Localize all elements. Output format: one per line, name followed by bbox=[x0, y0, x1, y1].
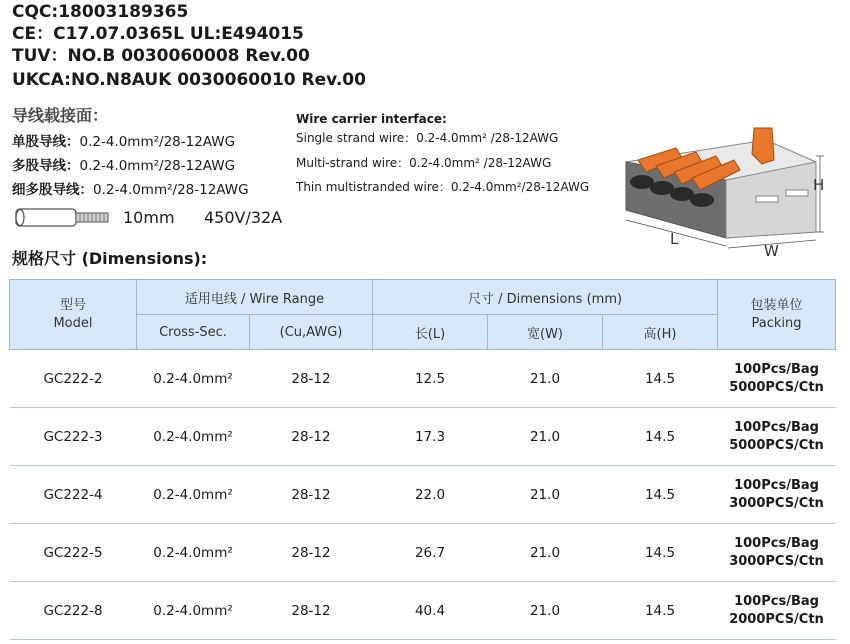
spec-en-multi: Multi-strand wire：0.2-4.0mm² /28-12AWG bbox=[296, 156, 552, 170]
cell-height: 14.5 bbox=[603, 524, 718, 582]
cell-width: 21.0 bbox=[488, 524, 603, 582]
cert-tuv: TUV：NO.B 0030060008 Rev.00 bbox=[12, 46, 310, 66]
spec-cn-value: 0.2-4.0mm²/28-12AWG bbox=[79, 158, 236, 174]
dimensions-title: 规格尺寸 (Dimensions): bbox=[12, 249, 208, 268]
table-row bbox=[10, 466, 836, 524]
spec-cn-label: 多股导线： bbox=[12, 158, 80, 174]
cell-cross-sec: 0.2-4.0mm² bbox=[137, 582, 250, 640]
packing-carton: 2000PCS/Ctn bbox=[729, 611, 824, 627]
header-model bbox=[10, 280, 137, 350]
stripped-wire-icon bbox=[14, 204, 114, 232]
cell-length: 12.5 bbox=[373, 350, 488, 408]
dim-l-label: L bbox=[670, 230, 679, 248]
table-row bbox=[10, 350, 836, 408]
wire-interface-title-en: Wire carrier interface: bbox=[296, 112, 447, 126]
cell-length: 26.7 bbox=[373, 524, 488, 582]
header-cu-awg: (Cu,AWG) bbox=[250, 315, 373, 350]
spec-cn-thin bbox=[12, 178, 249, 198]
cell-width: 21.0 bbox=[488, 408, 603, 466]
header-cross-sec: Cross-Sec. bbox=[137, 315, 250, 350]
dimensions-table bbox=[9, 279, 836, 640]
packing-carton: 5000PCS/Ctn bbox=[729, 437, 824, 453]
cert-cqc: CQC:18003189365 bbox=[12, 2, 189, 22]
table-row bbox=[10, 582, 836, 640]
cell-width: 21.0 bbox=[488, 582, 603, 640]
spec-cn-label: 单股导线： bbox=[12, 134, 80, 150]
cell-model: GC222-2 bbox=[10, 350, 137, 408]
header-model-cn: 型号 bbox=[59, 297, 86, 313]
spec-cn-multi bbox=[12, 154, 235, 174]
cell-cross-sec: 0.2-4.0mm² bbox=[137, 524, 250, 582]
cell-model: GC222-4 bbox=[10, 466, 137, 524]
cell-height: 14.5 bbox=[603, 350, 718, 408]
strip-length: 10mm bbox=[123, 208, 175, 227]
cell-cross-sec: 0.2-4.0mm² bbox=[137, 408, 250, 466]
cell-height: 14.5 bbox=[603, 582, 718, 640]
header-length: 长(L) bbox=[373, 315, 488, 350]
cell-cross-sec: 0.2-4.0mm² bbox=[137, 350, 250, 408]
header-model-en: Model bbox=[53, 315, 93, 331]
table-row bbox=[10, 524, 836, 582]
dim-h-label: H bbox=[813, 176, 825, 194]
header-wire-range: 适用电线 / Wire Range bbox=[137, 280, 373, 315]
packing-carton: 5000PCS/Ctn bbox=[729, 379, 824, 395]
cell-length: 17.3 bbox=[373, 408, 488, 466]
voltage-current-rating: 450V/32A bbox=[204, 208, 283, 227]
packing-bag: 100Pcs/Bag bbox=[734, 593, 819, 609]
cell-awg: 28-12 bbox=[250, 350, 373, 408]
cell-awg: 28-12 bbox=[250, 524, 373, 582]
cert-ukca: UKCA:NO.N8AUK 0030060010 Rev.00 bbox=[12, 70, 366, 90]
packing-carton: 3000PCS/Ctn bbox=[729, 495, 824, 511]
cell-width: 21.0 bbox=[488, 350, 603, 408]
packing-bag: 100Pcs/Bag bbox=[734, 361, 819, 377]
packing-bag: 100Pcs/Bag bbox=[734, 477, 819, 493]
header-packing bbox=[718, 280, 836, 350]
header-width: 宽(W) bbox=[488, 315, 603, 350]
header-packing-en: Packing bbox=[751, 315, 802, 331]
dim-w-label: W bbox=[764, 242, 779, 260]
cell-height: 14.5 bbox=[603, 408, 718, 466]
cell-packing bbox=[718, 582, 836, 640]
packing-bag: 100Pcs/Bag bbox=[734, 419, 819, 435]
cell-width: 21.0 bbox=[488, 466, 603, 524]
spec-en-single: Single strand wire：0.2-4.0mm² /28-12AWG bbox=[296, 131, 559, 145]
spec-cn-value: 0.2-4.0mm²/28-12AWG bbox=[79, 134, 236, 150]
spec-cn-label: 细多股导线： bbox=[12, 182, 93, 198]
cell-packing bbox=[718, 466, 836, 524]
cell-packing bbox=[718, 350, 836, 408]
cert-ce-ul: CE：C17.07.0365L UL:E494015 bbox=[12, 24, 304, 44]
cell-awg: 28-12 bbox=[250, 582, 373, 640]
cell-packing bbox=[718, 524, 836, 582]
header-packing-cn: 包装单位 bbox=[750, 297, 803, 313]
cell-length: 40.4 bbox=[373, 582, 488, 640]
cell-model: GC222-8 bbox=[10, 582, 137, 640]
spec-en-thin: Thin multistranded wire：0.2-4.0mm²/28-12AWG bbox=[296, 180, 590, 194]
packing-carton: 3000PCS/Ctn bbox=[729, 553, 824, 569]
cell-awg: 28-12 bbox=[250, 466, 373, 524]
cell-cross-sec: 0.2-4.0mm² bbox=[137, 466, 250, 524]
spec-cn-value: 0.2-4.0mm²/28-12AWG bbox=[93, 182, 249, 198]
cell-model: GC222-3 bbox=[10, 408, 137, 466]
header-dimensions: 尺寸 / Dimensions (mm) bbox=[373, 280, 718, 315]
cell-length: 22.0 bbox=[373, 466, 488, 524]
spec-cn-single bbox=[12, 130, 235, 150]
header-height: 高(H) bbox=[603, 315, 718, 350]
cell-height: 14.5 bbox=[603, 466, 718, 524]
connector-illustration bbox=[616, 120, 836, 270]
table-row bbox=[10, 408, 836, 466]
cell-packing bbox=[718, 408, 836, 466]
cell-model: GC222-5 bbox=[10, 524, 137, 582]
packing-bag: 100Pcs/Bag bbox=[734, 535, 819, 551]
wire-interface-title-cn: 导线载接面： bbox=[12, 106, 109, 125]
cell-awg: 28-12 bbox=[250, 408, 373, 466]
